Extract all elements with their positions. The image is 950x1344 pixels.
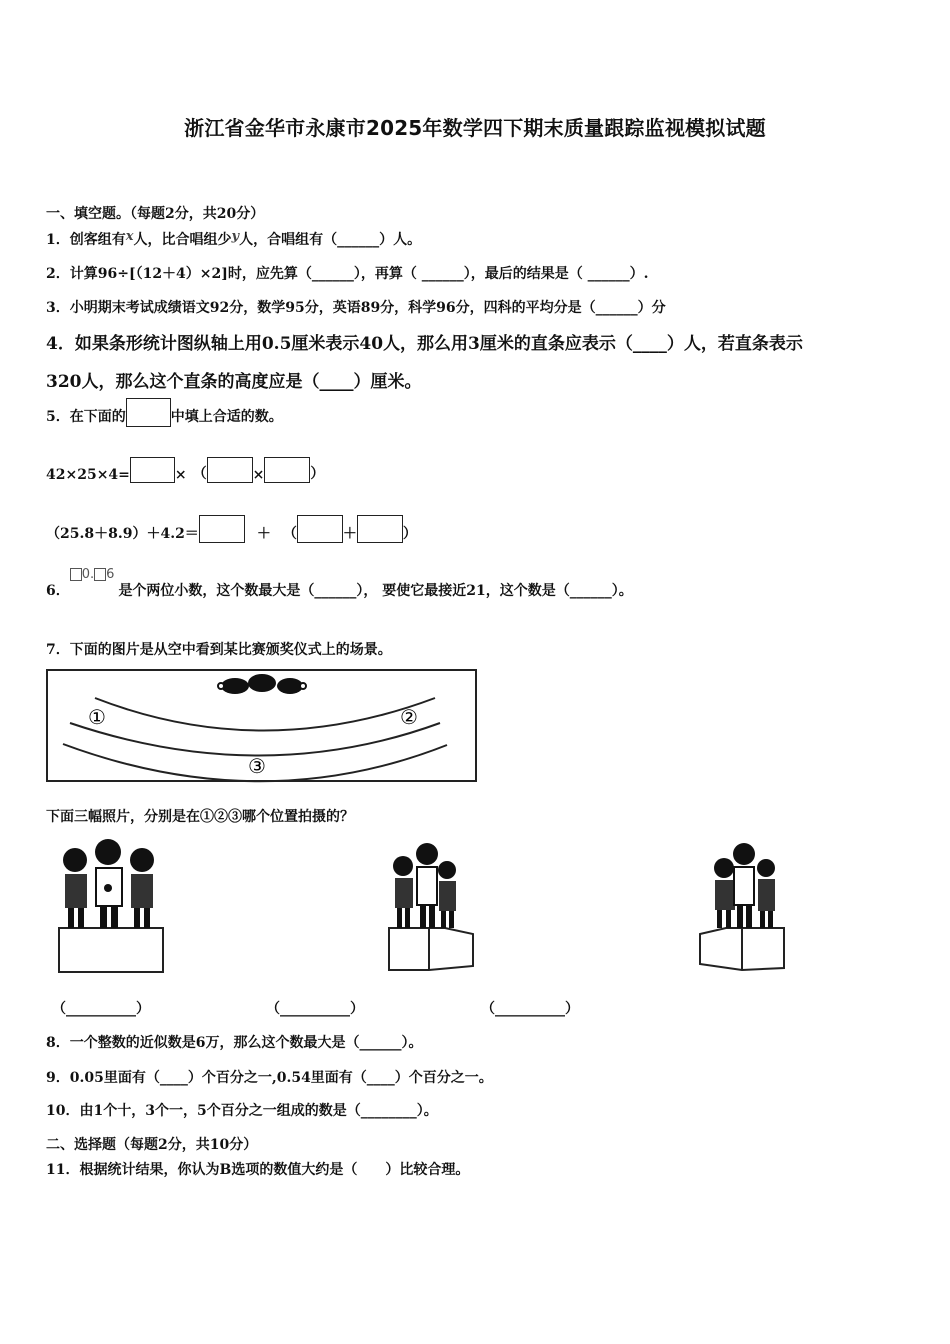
question-1: 1．创客组有x人，比合唱组少y人，合唱组有（______）人。 — [46, 229, 422, 248]
question-6: 6．0. 6是个两位小数，这个数最大是（______）， 要使它最接近21，这个数是（______）。 — [46, 567, 633, 599]
answer-box[interactable] — [297, 515, 343, 543]
answer-box[interactable] — [130, 457, 175, 483]
photo-2-answer[interactable]: （__________） — [266, 1001, 364, 1017]
question-4-line-2: 320人，那么这个直条的高度应是（____）厘米。 — [46, 372, 422, 392]
photo-1-answer[interactable]: （__________） — [52, 1001, 150, 1017]
photo-3-side-view — [696, 838, 790, 976]
section-1-heading: 一、填空题。（每题2分，共20分） — [46, 206, 265, 222]
section-2-heading: 二、选择题（每题2分，共10分） — [46, 1137, 258, 1153]
person-right-icon — [130, 848, 154, 928]
answer-box-example — [126, 398, 171, 427]
question-5: 5．在下面的 中填上合适的数。 — [46, 398, 283, 432]
photo-1-front-view — [55, 838, 167, 976]
podium — [389, 928, 473, 970]
answer-box[interactable] — [264, 457, 310, 483]
answer-box[interactable] — [357, 515, 403, 543]
award-ceremony-diagram — [45, 668, 479, 784]
question-5-equation-1: 42×25×4= × （ × ） — [46, 457, 324, 491]
person-right-icon — [438, 861, 456, 928]
page-title: 浙江省金华市永康市2025年数学四下期末质量跟踪监视模拟试题 — [184, 116, 766, 140]
position-label-2: ② — [400, 705, 418, 729]
question-8: 8．一个整数的近似数是6万，那么这个数最大是（______）。 — [46, 1035, 423, 1051]
person-left-icon — [393, 856, 413, 928]
question-9: 9．0.05里面有（____）个百分之一,0.54里面有（____）个百分之一。 — [46, 1070, 493, 1086]
question-11: 11．根据统计结果，你认为B选项的数值大约是（ ）比较合理。 — [46, 1162, 470, 1178]
person-right-icon — [757, 859, 775, 928]
question-4-line-1: 4．如果条形统计图纵轴上用0.5厘米表示40人，那么用3厘米的直条应表示（____）人，若直条表示 — [46, 334, 803, 354]
person-center-icon — [416, 843, 438, 928]
position-label-1: ① — [88, 705, 106, 729]
question-10: 10．由1个十，3个一，5个百分之一组成的数是（________）。 — [46, 1103, 438, 1119]
photo-2-side-view — [385, 838, 481, 976]
person-center-icon — [733, 843, 755, 928]
podium — [59, 928, 163, 972]
person-left-icon — [63, 848, 87, 928]
photo-3-answer[interactable]: （__________） — [481, 1001, 579, 1017]
person-left-icon — [714, 858, 735, 928]
question-5-equation-2: （25.8＋8.9）＋4.2＝ ＋ （ ＋ ） — [46, 515, 417, 549]
answer-box[interactable] — [199, 515, 245, 543]
decimal-expression: 0. 6 — [70, 567, 115, 582]
person-center-icon — [95, 839, 122, 928]
question-7: 7．下面的图片是从空中看到某比赛颁奖仪式上的场景。 — [46, 642, 392, 658]
position-label-3: ③ — [248, 754, 266, 778]
question-3: 3．小明期末考试成绩语文92分，数学95分，英语89分，科学96分，四科的平均分是（______）分 — [46, 300, 666, 316]
answer-box[interactable] — [207, 457, 253, 483]
question-2: 2．计算96÷[（12＋4）×2]时，应先算（______），再算（ ______），最后的结果是（ ______）. — [46, 266, 649, 282]
question-7-subquestion: 下面三幅照片，分别是在①②③哪个位置拍摄的？ — [46, 809, 354, 825]
